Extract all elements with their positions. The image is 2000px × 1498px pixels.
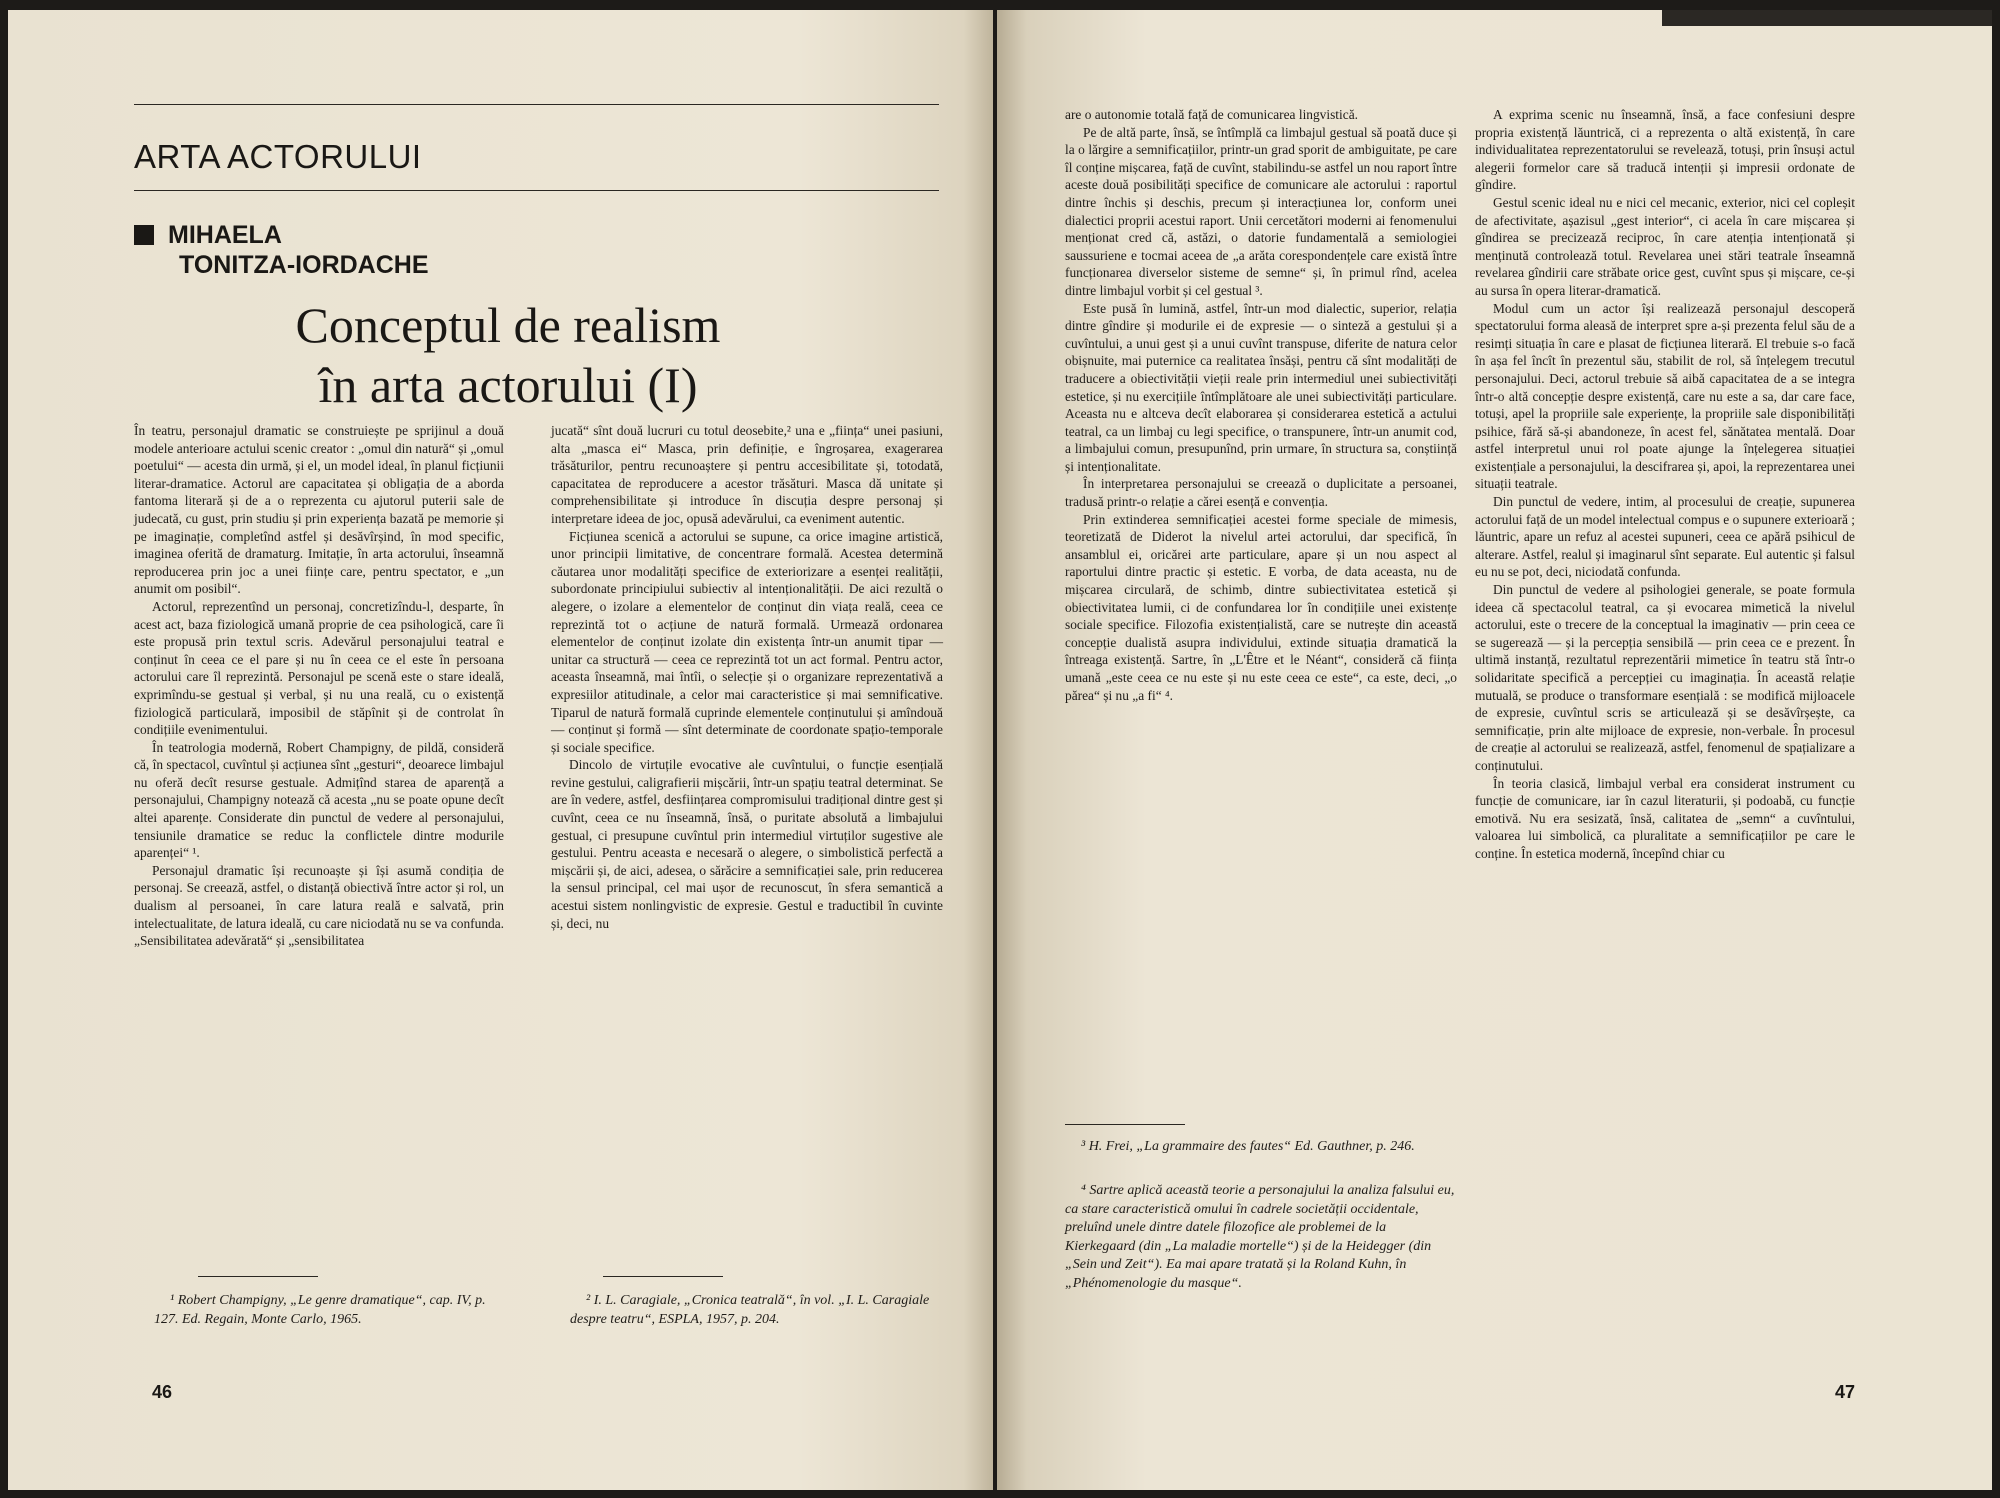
paragraph: Pe de altă parte, însă, se întîmplă ca limbajul gestual să poată duce și la o lărgire a semnificațiilor, printr-un grad sporit de ambiguitate, pe care îl conține mișcarea, față de cuvînt, stabilindu-se astfel un nou raport între aceste două posibilități specifice de comunicare ale actorului : raportul dintre închis și deschis, precum și interacțiunea lor, conform unei dialectici proprii acestui raport. Unii cercetători moderni ai fenomenului menționat cred că, astăzi, o datorie fundamentală a semiologiei saussuriene e tocmai aceea de „a arăta corespondențele care există între funcționarea diverselor sisteme de semne“ și, în primul rînd, acelea dintre limbajul vorbit și cel gestual ³.: [1065, 124, 1457, 298]
paragraph: Gestul scenic ideal nu e nici cel mecanic, exterior, nici cel copleșit de afectivitate, așazisul „gest interior“, ci acela în care mișcarea și gîndirea se precizează reciproc, în care atenția intenționată și menținută controlează totul. Revelarea unei stări teatrale înseamnă revelarea gîndirii care străbate orice gest, cuvînt spus și mișcare, ce-și au sursa în opera literar-dramatică.: [1475, 194, 1855, 298]
left-column-1: [134, 422, 504, 950]
paragraph: Ficțiunea scenică a actorului se supune, ca orice imagine artistică, unor principii limitative, de concentrare formală. Acestea determină căutarea unor modalități specifice de exteriorizare a esenței realității, subordonate principiului subiectiv al intenționalității. De aici rezultă o alegere, o izolare a elementelor de conținut din viața reală, ceea ce reprezintă tot o acțiune de natură formală. Urmează ordonarea elementelor de conținut izolate din existența într-un anumit tipar — unitar ca structură — ceea ce reprezintă tot un act formal. Pentru actor, aceasta înseamnă, mai întîi, o selecție și o organizare reprezentativă a expresiilor atitudinale, a celor mai caracteristice și mai semnificative. Tiparul de natură formală cuprinde elementele conținutului și amîndouă — conținut și formă — sînt determinate de coordonate spațio-temporale și sociale specifice.: [551, 528, 943, 755]
article-title-line1: Conceptul de realism: [295, 297, 721, 353]
paragraph: are o autonomie totală față de comunicarea lingvistică.: [1065, 107, 1358, 122]
right-column-1: [1065, 106, 1457, 704]
page-number: 46: [152, 1382, 173, 1402]
footnote-2: ² I. L. Caragiale, „Cronica teatrală“, în vol. „I. L. Caragiale despre teatru“, ESPLA, 1957, p. 204.: [570, 1293, 930, 1327]
author-last-name: TONITZA-IORDACHE: [179, 251, 429, 279]
author-first-name: MIHAELA: [168, 221, 282, 249]
bullet-square-icon: [134, 225, 154, 245]
paragraph: În teoria clasică, limbajul verbal era considerat instrument cu funcție de comunicare, iar în cazul literaturii, și podoabă, cu funcție emotivă. Nu era sesizată, însă, calitatea de „semn“ a cuvîntului, valoarea lui simbolică, ca pluralitate a semnificațiilor pe care le conține. În estetica modernă, începînd chiar cu: [1475, 775, 1855, 861]
right-column-2: [1475, 106, 1855, 863]
left-page: [8, 10, 993, 1490]
paragraph: Din punctul de vedere, intim, al procesului de creație, supunerea actorului față de un model intelectual compus e o supunere exterioară ; lăuntric, apare un refuz al acestei supuneri, ceea ce apără psihicul de alterare. Astfel, realul și imaginarul sînt separate. Eul autentic și falsul eu nu se pot, deci, niciodată confunda.: [1475, 494, 1855, 580]
paragraph: Dincolo de virtuțile evocative ale cuvîntului, o funcție esențială revine gestului, caligrafierii mișcării, într-un spațiu teatral determinat. Se are în vedere, astfel, desființarea compromisului tradițional dintre gest și cuvînt, ceea ce nu înseamnă, însă, o puritate absolută a limbajului gestual, ci presupune cuvîntul prin intermediul virtuților sugestive ale gestului. Pentru aceasta e necesară o alegere, o simbolistică perfectă a mișcării și, de aici, adesea, o sărăcire a semnificației sale, prin reducerea la sensul principal, cel mai ușor de recunoscut, în sfera semantică a acestui sistem nonlingvistic de expresie. Gestul e traductibil în cuvinte și, deci, nu: [551, 757, 943, 931]
section-rule: [134, 190, 939, 191]
page-number: 47: [1835, 1382, 1856, 1402]
paragraph: Din punctul de vedere al psihologiei generale, se poate formula ideea că spectacolul teatral, ca și evocarea mimetică la nivelul actorului, este o trecere de la conceptual la imaginativ — prin ceea ce se sugerează — și la percepția sensibilă — prin ceea ce e prezent. În ultimă instanță, rezultatul reprezentării mimetice în teatru stă într-o solidaritate specifică a percepției cu imaginația. În această relație mutuală, se produce o transformare esențială : se modifică mijloacele de expresie, cuvîntul scris se articulează și se desăvîrșește, ca semnificație, prin alte mijloace de expresie, non-verbale. În procesul de creație al actorului se realizează, astfel, fenomenul de spațializare a conținutului.: [1475, 582, 1855, 773]
footnote-4: ⁴ Sartre aplică această teorie a personajului la analiza falsului eu, ca stare caracteristică omului în cadrele societății occidentale, preluînd unele dintre datele filozofice ale problemei de la Kierkegaard (din „La maladie mortelle“) și de la Heidegger (din „Sein und Zeit“). Ea mai apare tratată și la Roland Kuhn, în „Phénomenologie du masque“.: [1065, 1183, 1455, 1291]
left-column-2: [551, 422, 943, 932]
page-edge: [1662, 10, 1992, 26]
article-title-line2: în arta actorului (I): [318, 357, 698, 413]
paragraph: Prin extinderea semnificației acestei forme speciale de mimesis, teoretizată de Diderot la nivelul artei actorului, dar specifică, în ansamblul ei, oricărei arte particulare, apare și un nou aspect al raportului dintre practic și estetic. E vorba, de data aceasta, nu de mișcarea circulară, de schimb, dintre subiectivitatea estetică și obiectivitatea lumii, ci de confundarea lor în condițiile unei existențe sociale specifice. Filozofia existențialistă, care se nutrește din această concepție dualistă asupra individului, extinde situația dramatică la întreaga existență. Sartre, în „L'Être et le Néant“, consideră că ființa umană „este ceea ce nu este și nu este ceea ce este“, ca este, deci, „o părea“ și nu „a fi“ ⁴.: [1065, 511, 1457, 703]
footnote-rule: [198, 1276, 318, 1277]
footnote-1: ¹ Robert Champigny, „Le genre dramatique“, cap. IV, p. 127. Ed. Regain, Monte Carlo, 1965.: [154, 1293, 486, 1327]
paragraph: În teatru, personajul dramatic se construiește pe sprijinul a două modele anterioare actului scenic creator : „omul din natură“ și „omul poetului“ — acesta din urmă, și el, un model ideal, în planul ficțiunii literar-dramatice. Actorul are capacitatea și obligația de a aborda fantoma literară și de a o reprezenta cu ajutorul puterii sale de judecată, cu gust, prin studiu și prin experiența bazată pe memorie și pe imaginație, completînd astfel și desăvîrșind, în mod specific, imaginea oferită de dramaturg. Imitație, în arta actorului, înseamnă reproducerea prin joc a unei ființe care, pentru spectator, e „un anumit om posibil“.: [134, 423, 504, 597]
paragraph: jucată“ sînt două lucruri cu totul deosebite,² una e „ființa“ unei pasiuni, alta „masca ei“ Masca, prin definiție, e îngroșarea, exagerarea trăsăturilor, pentru recunoaștere și pentru accesibilitate și, totodată, capacitatea de reproducere a acestor trăsături. Masca dă unitate și comprehensibilitate și introduce în discuția despre personaj și interpretare ideea de joc, opusă adevărului, ca eveniment autentic.: [551, 423, 943, 526]
footnote-3: ³ H. Frei, „La grammaire des fautes“ Ed. Gauthner, p. 246.: [1081, 1139, 1415, 1154]
section-title: ARTA ACTORULUI: [134, 138, 422, 175]
paragraph: În interpretarea personajului se creează o duplicitate a persoanei, tradusă printr-o relație a cărei esență e convenția.: [1065, 476, 1457, 510]
article-title: [208, 295, 808, 415]
paragraph: Este pusă în lumină, astfel, într-un mod dialectic, superior, relația dintre gîndire și modurile ei de expresie — o sinteză a gestului și a cuvîntului, a unui gest și a unui cuvînt transpuse, diferite de natura celor obișnuite, mai puternice ca realitatea însăși, pentru că sînt modalități de traducere a obiectivității vieții reale prin intermediul unei subiectivități estetice, și nu exercițiile întîmplătoare ale unei subiectivități particulare. Aceasta nu e altceva decît elaborarea și considerarea estetică a actului teatral, ca un limbaj cu legi specifice, o transpunere, într-un anumit cod, a limbajului comun, presupunînd, prin urmare, în structura sa, conștiință și intenționalitate.: [1065, 300, 1457, 474]
author-name: [134, 220, 429, 280]
paragraph: Modul cum un actor își realizează personajul descoperă spectatorului forma aleasă de interpret spre a-și prezenta felul său de a resimți situația în care e plasat de ficțiunea literară. El trebuie s-o facă în așa fel încît în prezentul său, stabilit de rol, să înțelegem trecutul personajului. Deci, actorul trebuie să aibă capacitatea de a se integra într-o altă concepție despre existență, care nu este a sa, dar care face, totuși, apel la propriile sale experiențe, la propriile sale disponibilități psihice, fără să-și abandoneze, în acest fel, sănătatea mentală. Doar astfel interpretul unui rol poate ajunge la înțelegerea situației existențiale a personajului, la descifrarea și, apoi, la reprezentarea unei situații teatrale.: [1475, 300, 1855, 492]
footnote-rule: [603, 1276, 723, 1277]
paragraph: A exprima scenic nu înseamnă, însă, a face confesiuni despre propria existență lăuntrică, ci a reprezenta o altă existență, în care individualitatea reprezentatorului se revelează, totuși, prin însuși actul alegerii formelor care să traducă intenții și impresii ordonate de gîndire.: [1475, 107, 1855, 193]
paragraph: În teatrologia modernă, Robert Champigny, de pildă, consideră că, în spectacol, cuvîntul și acțiunea sînt „gesturi“, deoarece limbajul nu oferă decît resurse gestuale. Admițînd starea de aparență a personajului, Champigny notează că acesta „nu se poate opune decît altei aparențe. Considerate din punctul de vedere al personajului, tensiunile dramatice se reduc la conflictele dintre modurile aparenței“ ¹.: [134, 739, 504, 861]
paragraph: Actorul, reprezentînd un personaj, concretizîndu-l, desparte, în acest act, baza fiziologică umană proprie de cea psihologică, care îi este propusă prin textul scris. Adevărul personajului teatral e conținut în ceea ce el pare și nu în ceea ce el este în persoana actorului care îl reprezintă. Personajul pe scenă este o stare ideală, exprimîndu-se gestual și verbal, și nu una reală, cu o existență fiziologică particulară, imposibil de stăpînit și de controlat în condițiile evenimentului.: [134, 598, 504, 738]
paragraph: Personajul dramatic își recunoaște și își asumă condiția de personaj. Se creează, astfel, o distanță obiectivă între actor și rol, un dualism al persoanei, în care latura reală e salvată, prin intelectualitate, de latura ideală, cu care niciodată nu se va confunda. „Sensibilitatea adevărată“ și „sensibilitatea: [134, 862, 504, 949]
right-page: [997, 10, 1992, 1490]
footnote-rule: [1065, 1124, 1185, 1125]
top-rule: [134, 104, 939, 105]
